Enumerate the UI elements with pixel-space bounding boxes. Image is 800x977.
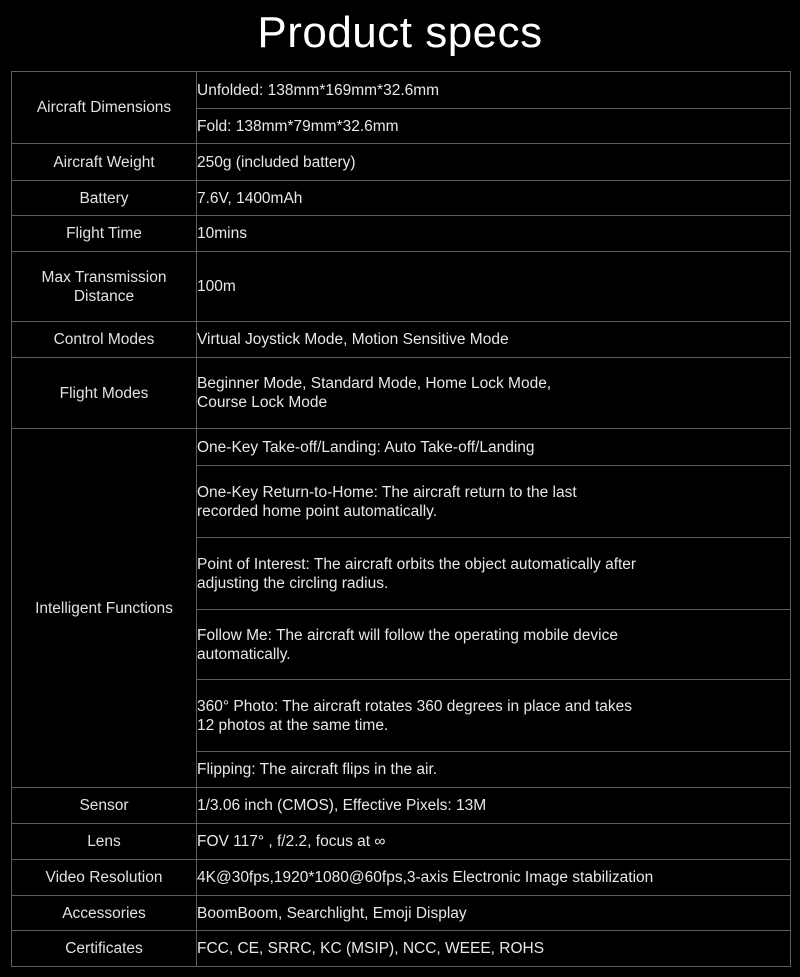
spec-label-weight: Aircraft Weight [12, 144, 197, 181]
spec-value-video: 4K@30fps,1920*1080@60fps,3-axis Electronic Image stabilization [197, 860, 791, 896]
table-row [12, 144, 791, 181]
spec-value-fold: Fold: 138mm*79mm*32.6mm [197, 109, 791, 144]
spec-value-intelligent-item: Flipping: The aircraft flips in the air. [197, 752, 791, 788]
table-row [12, 252, 791, 322]
spec-value-transmission: 100m [197, 252, 791, 322]
spec-value-lens: FOV 117° , f/2.2, focus at ∞ [197, 824, 791, 860]
spec-value-flight-modes: Beginner Mode, Standard Mode, Home Lock Mode, Course Lock Mode [197, 358, 791, 429]
table-row [12, 72, 791, 109]
table-row [12, 860, 791, 896]
spec-value-intelligent-item: One-Key Return-to-Home: The aircraft return to the last recorded home point automatically. [197, 466, 791, 538]
spec-label-intelligent: Intelligent Functions [12, 429, 197, 788]
spec-value-unfolded: Unfolded: 138mm*169mm*32.6mm [197, 72, 791, 109]
spec-value-intelligent-item: 360° Photo: The aircraft rotates 360 degrees in place and takes 12 photos at the same time. [197, 680, 791, 752]
spec-label-flight-modes: Flight Modes [12, 358, 197, 429]
spec-label-accessories: Accessories [12, 896, 197, 931]
spec-value-certificates: FCC, CE, SRRC, KC (MSIP), NCC, WEEE, ROHS [197, 931, 791, 967]
table-row [12, 358, 791, 429]
spec-label-dimensions: Aircraft Dimensions [12, 72, 197, 144]
spec-value-flight-time: 10mins [197, 216, 791, 252]
table-row [12, 824, 791, 860]
table-row [12, 788, 791, 824]
spec-value-intelligent-item: Follow Me: The aircraft will follow the operating mobile device automatically. [197, 610, 791, 680]
spec-value-weight: 250g (included battery) [197, 144, 791, 181]
spec-label-certificates: Certificates [12, 931, 197, 967]
spec-value-intelligent-item: One-Key Take-off/Landing: Auto Take-off/Landing [197, 429, 791, 466]
spec-label-lens: Lens [12, 824, 197, 860]
spec-label-sensor: Sensor [12, 788, 197, 824]
table-row [12, 931, 791, 967]
spec-value-intelligent-item: Point of Interest: The aircraft orbits the object automatically after adjusting the circling radius. [197, 538, 791, 610]
table-row [12, 322, 791, 358]
table-row [12, 429, 791, 466]
specs-table [11, 71, 791, 967]
page-title: Product specs [257, 8, 543, 57]
spec-label-control-modes: Control Modes [12, 322, 197, 358]
spec-label-transmission: Max Transmission Distance [12, 252, 197, 322]
table-row [12, 896, 791, 931]
table-row [12, 216, 791, 252]
spec-value-battery: 7.6V, 1400mAh [197, 181, 791, 216]
spec-label-video: Video Resolution [12, 860, 197, 896]
spec-value-sensor: 1/3.06 inch (CMOS), Effective Pixels: 13M [197, 788, 791, 824]
spec-label-battery: Battery [12, 181, 197, 216]
table-row [12, 181, 791, 216]
spec-value-control-modes: Virtual Joystick Mode, Motion Sensitive Mode [197, 322, 791, 358]
spec-label-flight-time: Flight Time [12, 216, 197, 252]
spec-value-accessories: BoomBoom, Searchlight, Emoji Display [197, 896, 791, 931]
